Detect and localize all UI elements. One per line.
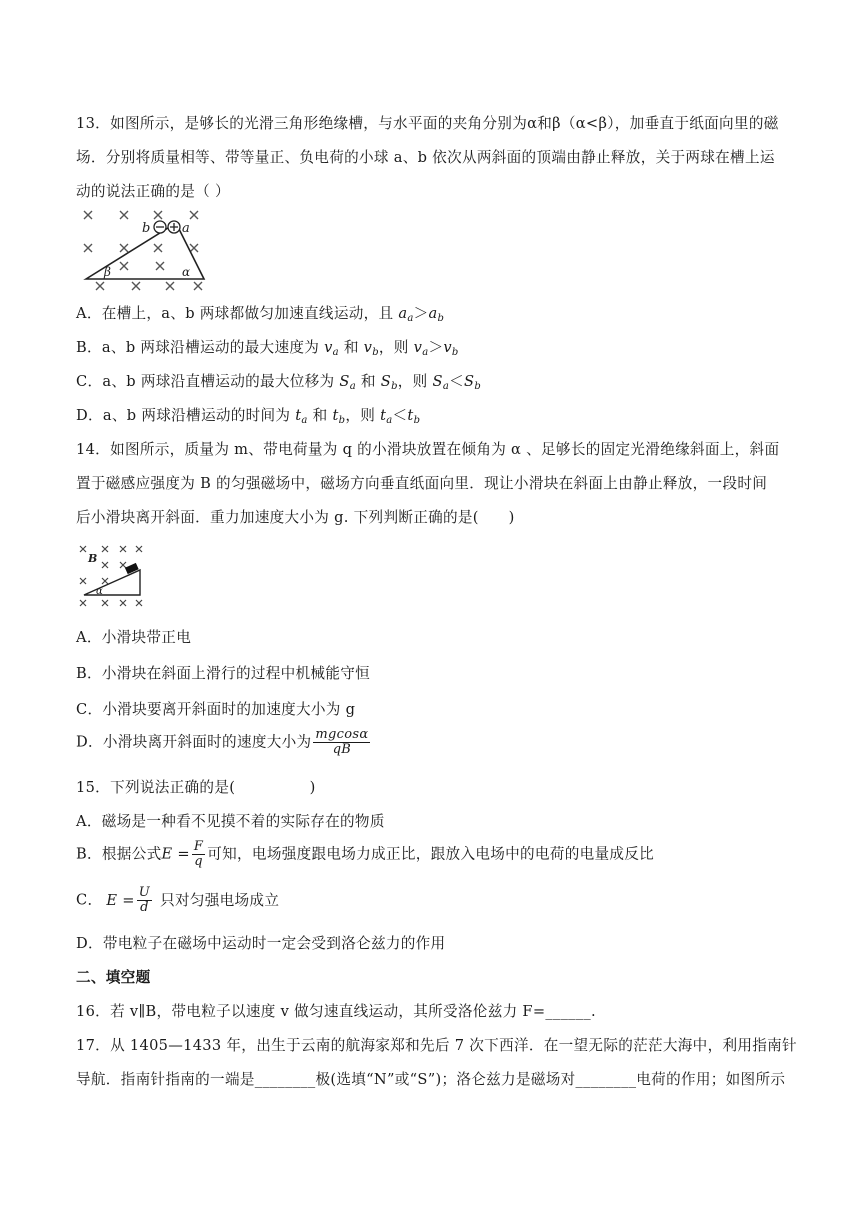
fraction: $\frac{U}{d}$ bbox=[138, 885, 151, 915]
q13-triangle-figure bbox=[76, 206, 210, 294]
field-cross-icon bbox=[190, 244, 198, 252]
field-cross-icon bbox=[120, 244, 128, 252]
q15-option-a: A．磁场是一种看不见摸不着的实际存在的物质 bbox=[76, 813, 385, 830]
q14-option-c: C．小滑块要离开斜面时的加速度大小为 g bbox=[76, 701, 356, 718]
q14-stem-line-3: 后小滑块离开斜面．重力加速度大小为 g. 下列判断正确的是( ) bbox=[76, 509, 515, 526]
q17-line-2: 导航．指南针指南的一端是________极(选填“N”或“S”)；洛仑兹力是磁场对________电荷的作用；如图所示 bbox=[76, 1071, 786, 1088]
field-cross-icon bbox=[136, 600, 142, 606]
field-cross-icon bbox=[190, 211, 198, 219]
field-cross-icon bbox=[80, 578, 86, 584]
q14-stem-line-1: 14．如图所示，质量为 m、带电荷量为 q 的小滑块放置在倾角为 α 、足够长的固定光滑绝缘斜面上，斜面 bbox=[76, 441, 780, 458]
label-beta: β bbox=[104, 265, 111, 279]
field-cross-icon bbox=[102, 546, 108, 552]
q13-stem-line-1: 13．如图所示，是够长的光滑三角形绝缘槽，与水平面的夹角分别为α和β（α<β），加垂直于纸面向里的磁 bbox=[76, 115, 779, 132]
q15-option-c: C． E = $\frac{U}{d}$ 只对匀强电场成立 bbox=[76, 885, 280, 915]
q14-option-b: B．小滑块在斜面上滑行的过程中机械能守恒 bbox=[76, 665, 371, 682]
field-cross-icon bbox=[194, 282, 202, 290]
field-cross-icon bbox=[132, 282, 140, 290]
field-cross-icon bbox=[120, 562, 126, 568]
q17-line-1: 17．从 1405—1433 年，出生于云南的航海家郑和先后 7 次下西洋．在一望无际的茫茫大海中，利用指南针 bbox=[76, 1037, 797, 1054]
field-cross-icon bbox=[80, 546, 86, 552]
q15-stem: 15．下列说法正确的是( ) bbox=[76, 779, 316, 796]
field-cross-icon bbox=[156, 262, 164, 270]
fraction: $\frac{mgcos\alpha}{qB}$ bbox=[315, 727, 369, 757]
q13-option-d: D．a、b 两球沿槽运动的时间为 $t_a$ 和 $t_b$，则 $t_a<t_b$ bbox=[76, 407, 421, 426]
q14-incline-figure bbox=[76, 542, 148, 612]
field-cross-icon bbox=[154, 211, 162, 219]
field-cross-icon bbox=[136, 546, 142, 552]
label-a: a bbox=[182, 221, 190, 236]
q13-option-a: A．在槽上，a、b 两球都做匀加速直线运动，且 $a_a>a_b$ bbox=[76, 305, 445, 324]
field-cross-icon bbox=[120, 262, 128, 270]
label-B: B bbox=[88, 552, 98, 565]
q15-option-d: D．带电粒子在磁场中运动时一定会受到洛仑兹力的作用 bbox=[76, 935, 446, 952]
field-cross-icon bbox=[154, 244, 162, 252]
label-b: b bbox=[142, 221, 151, 236]
field-cross-icon bbox=[84, 244, 92, 252]
field-cross-icon bbox=[166, 282, 174, 290]
q14-stem-line-2: 置于磁感应强度为 B 的匀强磁场中，磁场方向垂直纸面向里．现让小滑块在斜面上由静止释放，一段时间 bbox=[76, 475, 768, 492]
field-cross-icon bbox=[84, 211, 92, 219]
q13-stem-line-2: 场．分别将质量相等、带等量正、负电荷的小球 a、b 依次从两斜面的顶端由静止释放，关于两球在槽上运 bbox=[76, 149, 775, 166]
label-alpha: α bbox=[182, 265, 191, 279]
field-cross-icon bbox=[102, 578, 108, 584]
field-cross-icon bbox=[80, 600, 86, 606]
q16-text: 16．若 v∥B，带电粒子以速度 v 做匀速直线运动，其所受洛伦兹力 F=______. bbox=[76, 1003, 596, 1020]
field-cross-icon bbox=[120, 211, 128, 219]
fraction: $\frac{F}{q}$ bbox=[193, 839, 204, 869]
field-cross-icon bbox=[120, 546, 126, 552]
field-cross-icon bbox=[102, 562, 108, 568]
field-cross-icon bbox=[102, 600, 108, 606]
section-title: 二、填空题 bbox=[76, 969, 151, 986]
slider-block bbox=[125, 563, 139, 574]
incline bbox=[84, 570, 140, 595]
q13-option-c: C．a、b 两球沿直槽运动的最大位移为 $S_a$ 和 $S_b$，则 $S_a<S_b$ bbox=[76, 373, 482, 392]
field-cross-icon bbox=[96, 282, 104, 290]
q15-option-b: B．根据公式E = $\frac{F}{q}$ 可知，电场强度跟电场力成正比，跟放入电场中的电荷的电量成反比 bbox=[76, 839, 655, 869]
q14-option-a: A．小滑块带正电 bbox=[76, 629, 192, 646]
label-alpha: α bbox=[96, 586, 103, 597]
q13-stem-line-3: 动的说法正确的是（ ） bbox=[76, 183, 230, 200]
q14-option-d: D．小滑块离开斜面时的速度大小为 $\frac{mgcos\alpha}{qB}$ bbox=[76, 727, 369, 757]
q13-option-b: B．a、b 两球沿槽运动的最大速度为 $v_a$ 和 $v_b$，则 $v_a>v_b$ bbox=[76, 339, 459, 358]
field-cross-icon bbox=[120, 600, 126, 606]
